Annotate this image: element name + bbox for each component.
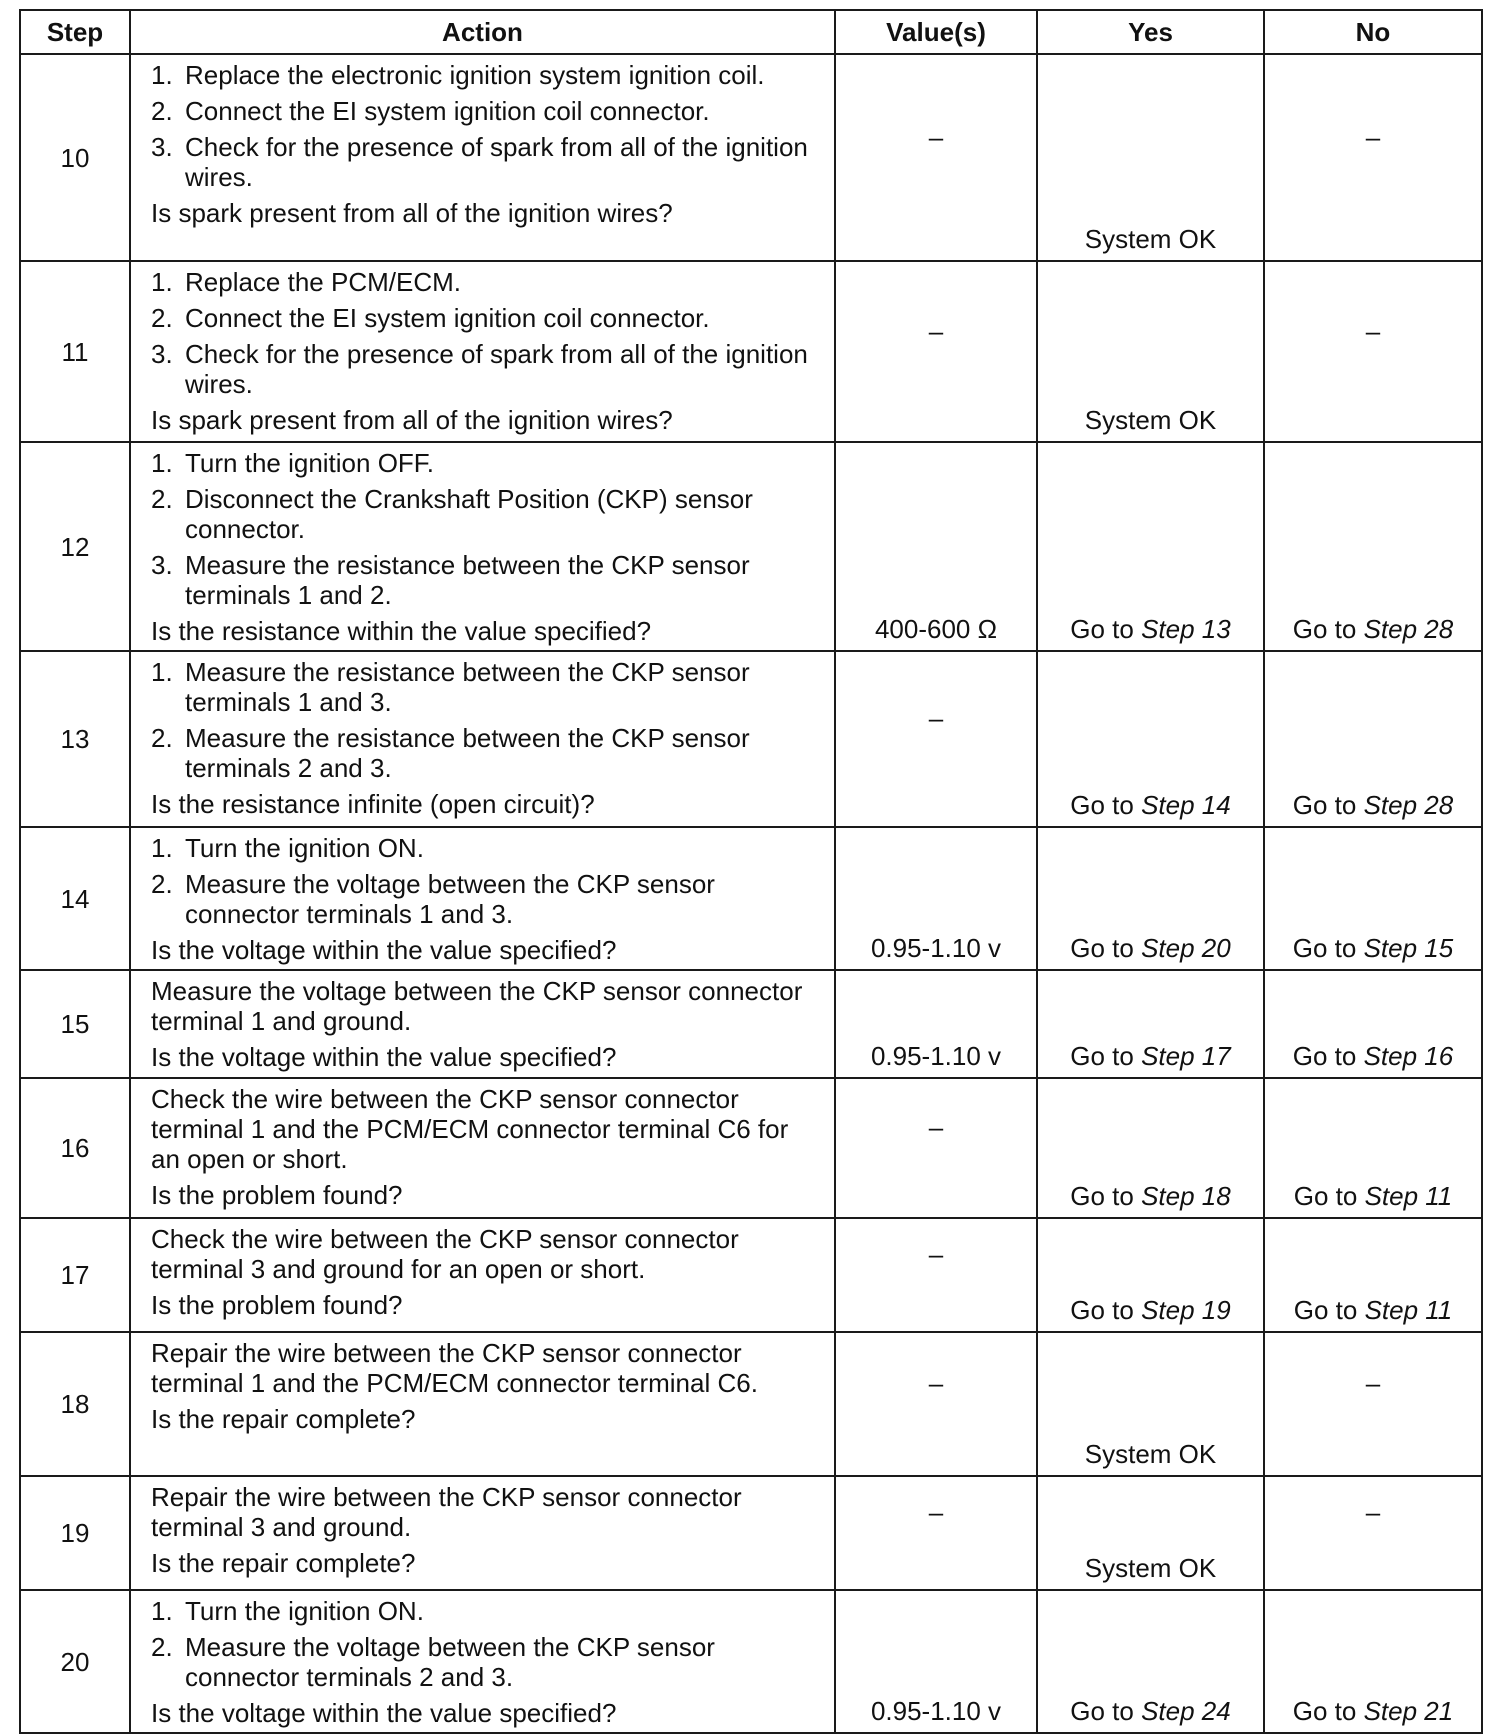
- action-item-text: Measure the resistance between the CKP sensor terminals 2 and 3.: [185, 723, 750, 783]
- action-cell: [130, 1590, 835, 1733]
- action-text: Check the wire between the CKP sensor connector terminal 3 and ground for an open or short.: [151, 1224, 739, 1284]
- no-cell: [1264, 1078, 1482, 1218]
- action-item-number: 1.: [151, 267, 173, 297]
- action-item-text: Connect the EI system ignition coil connector.: [185, 303, 710, 333]
- action-cell: [130, 827, 835, 970]
- value-dash: –: [928, 1497, 944, 1527]
- action-item: [151, 448, 818, 478]
- value-cell: [835, 1476, 1037, 1590]
- action-text: Repair the wire between the CKP sensor connector terminal 1 and the PCM/ECM connector terminal C6.: [151, 1338, 758, 1398]
- no-goto-prefix: Go to: [1292, 790, 1357, 820]
- step-number: 17: [20, 1218, 130, 1332]
- table-row: [20, 651, 1482, 827]
- action-item-text: Turn the ignition ON.: [185, 833, 424, 863]
- action-cell: [130, 442, 835, 651]
- value-cell: 400-600 Ω: [835, 442, 1037, 651]
- no-goto-step: Step 11: [1364, 1295, 1453, 1325]
- action-cell: [130, 54, 835, 261]
- no-goto-step: Step 15: [1363, 933, 1454, 963]
- action-item-number: 2.: [151, 484, 173, 514]
- action-cell: [130, 1218, 835, 1332]
- no-goto-step: Step 28: [1363, 614, 1454, 644]
- action-cell: [130, 1078, 835, 1218]
- value-cell: [835, 261, 1037, 442]
- action-item-text: Measure the resistance between the CKP sensor terminals 1 and 2.: [185, 550, 750, 610]
- no-dash: –: [1365, 1368, 1381, 1398]
- no-goto-prefix: Go to: [1293, 1295, 1358, 1325]
- action-item-text: Disconnect the Crankshaft Position (CKP) sensor connector.: [185, 484, 753, 544]
- no-goto-prefix: Go to: [1292, 1696, 1357, 1726]
- action-question: Is the voltage within the value specified?: [151, 1042, 617, 1072]
- action-question: Is the resistance infinite (open circuit)?: [151, 789, 595, 819]
- value-dash: –: [928, 1112, 944, 1142]
- action-cell: [130, 261, 835, 442]
- action-item: [151, 484, 818, 544]
- action-item-number: 1.: [151, 60, 173, 90]
- yes-goto-prefix: Go to: [1070, 933, 1134, 963]
- table-row: [20, 1590, 1482, 1733]
- step-number: 20: [20, 1590, 130, 1733]
- yes-cell: [1037, 54, 1264, 261]
- action-item-text: Check for the presence of spark from all of the ignition wires.: [185, 132, 808, 192]
- no-cell: [1264, 1476, 1482, 1590]
- value-dash: –: [928, 121, 944, 152]
- no-cell: [1264, 1590, 1482, 1733]
- yes-goto-prefix: Go to: [1070, 1181, 1134, 1211]
- header-no: No: [1264, 10, 1482, 54]
- step-number: 13: [20, 651, 130, 827]
- action-item: [151, 267, 818, 297]
- no-goto-prefix: Go to: [1292, 614, 1357, 644]
- action-item-number: 2.: [151, 869, 173, 899]
- action-cell: [130, 1332, 835, 1476]
- yes-goto-step: Step 19: [1141, 1295, 1231, 1325]
- yes-cell: [1037, 1332, 1264, 1476]
- step-number: 12: [20, 442, 130, 651]
- action-item: [151, 60, 818, 90]
- value-cell: [835, 1332, 1037, 1476]
- value-dash: –: [928, 1239, 944, 1269]
- yes-cell: [1037, 1078, 1264, 1218]
- table-row: [20, 827, 1482, 970]
- no-cell: [1264, 261, 1482, 442]
- action-item-number: 2.: [151, 723, 173, 753]
- action-item-number: 3.: [151, 132, 173, 162]
- yes-goto-step: Step 24: [1141, 1696, 1231, 1726]
- action-text: Repair the wire between the CKP sensor connector terminal 3 and ground.: [151, 1482, 742, 1542]
- action-item: [151, 1632, 818, 1692]
- value-cell: [835, 1218, 1037, 1332]
- no-cell: [1264, 1218, 1482, 1332]
- table-row: [20, 442, 1482, 651]
- diagnostic-table: [19, 9, 1483, 1734]
- yes-result: System OK: [1084, 1439, 1217, 1469]
- no-goto-step: Step 21: [1363, 1696, 1454, 1726]
- no-dash: –: [1365, 121, 1381, 152]
- yes-result: System OK: [1084, 405, 1217, 435]
- no-dash: –: [1365, 315, 1381, 346]
- yes-goto-prefix: Go to: [1070, 790, 1134, 820]
- action-item: [151, 550, 818, 610]
- action-item: [151, 869, 818, 929]
- no-goto-prefix: Go to: [1292, 933, 1357, 963]
- action-question: Is the voltage within the value specified?: [151, 935, 617, 965]
- value-cell: 0.95-1.10 v: [835, 827, 1037, 970]
- action-question: Is spark present from all of the ignition wires?: [151, 405, 673, 435]
- no-goto-step: Step 16: [1363, 1041, 1454, 1071]
- table-body: [20, 54, 1482, 1733]
- action-question: Is the voltage within the value specified?: [151, 1698, 617, 1728]
- action-item-text: Replace the electronic ignition system ignition coil.: [185, 60, 765, 90]
- table-row: [20, 970, 1482, 1078]
- step-number: 18: [20, 1332, 130, 1476]
- value-cell: [835, 1078, 1037, 1218]
- action-item-text: Measure the resistance between the CKP sensor terminals 1 and 3.: [185, 657, 750, 717]
- action-item: [151, 96, 818, 126]
- no-cell: [1264, 54, 1482, 261]
- yes-cell: [1037, 827, 1264, 970]
- action-item-number: 1.: [151, 1596, 173, 1626]
- yes-goto-step: Step 17: [1141, 1041, 1231, 1071]
- action-item-text: Check for the presence of spark from all of the ignition wires.: [185, 339, 808, 399]
- table-header-row: [20, 10, 1482, 54]
- diagnostic-table-container: [19, 9, 1481, 1734]
- action-item: [151, 1596, 818, 1626]
- action-item-number: 2.: [151, 303, 173, 333]
- action-item-number: 2.: [151, 96, 173, 126]
- action-item: [151, 723, 818, 783]
- action-question: Is the problem found?: [151, 1290, 403, 1320]
- action-item-text: Turn the ignition OFF.: [185, 448, 435, 478]
- action-item-text: Turn the ignition ON.: [185, 1596, 424, 1626]
- yes-cell: [1037, 1590, 1264, 1733]
- action-item-text: Measure the voltage between the CKP sensor connector terminals 1 and 3.: [185, 869, 715, 929]
- step-number: 19: [20, 1476, 130, 1590]
- step-number: 10: [20, 54, 130, 261]
- yes-result: System OK: [1084, 1553, 1217, 1583]
- table-row: [20, 1218, 1482, 1332]
- action-item-number: 3.: [151, 550, 173, 580]
- step-number: 16: [20, 1078, 130, 1218]
- header-step: Step: [20, 10, 130, 54]
- yes-goto-step: Step 13: [1141, 614, 1231, 644]
- yes-cell: [1037, 1218, 1264, 1332]
- action-cell: [130, 1476, 835, 1590]
- action-question: Is the resistance within the value specified?: [151, 616, 652, 646]
- no-cell: [1264, 651, 1482, 827]
- action-item: [151, 339, 818, 399]
- yes-goto-prefix: Go to: [1070, 1295, 1134, 1325]
- step-number: 15: [20, 970, 130, 1078]
- no-cell: [1264, 442, 1482, 651]
- action-item-number: 3.: [151, 339, 173, 369]
- table-row: [20, 1332, 1482, 1476]
- yes-cell: [1037, 1476, 1264, 1590]
- value-cell: 0.95-1.10 v: [835, 970, 1037, 1078]
- step-number: 14: [20, 827, 130, 970]
- header-yes: Yes: [1037, 10, 1264, 54]
- yes-goto-prefix: Go to: [1070, 614, 1134, 644]
- table-row: [20, 261, 1482, 442]
- yes-goto-step: Step 14: [1141, 790, 1231, 820]
- action-item-text: Measure the voltage between the CKP sensor connector terminals 2 and 3.: [185, 1632, 715, 1692]
- no-goto-step: Step 11: [1364, 1181, 1453, 1211]
- yes-goto-step: Step 20: [1141, 933, 1231, 963]
- no-cell: [1264, 1332, 1482, 1476]
- no-goto-prefix: Go to: [1293, 1181, 1358, 1211]
- yes-cell: [1037, 970, 1264, 1078]
- yes-goto-prefix: Go to: [1070, 1041, 1134, 1071]
- yes-cell: [1037, 442, 1264, 651]
- action-question: Is the repair complete?: [151, 1404, 416, 1434]
- action-question: Is the problem found?: [151, 1180, 403, 1210]
- table-row: [20, 1476, 1482, 1590]
- action-item-text: Connect the EI system ignition coil connector.: [185, 96, 710, 126]
- action-item: [151, 132, 818, 192]
- value-dash: –: [928, 315, 944, 346]
- action-item-number: 1.: [151, 657, 173, 687]
- value-cell: [835, 651, 1037, 827]
- step-number: 11: [20, 261, 130, 442]
- action-item-text: Replace the PCM/ECM.: [185, 267, 461, 297]
- action-item: [151, 303, 818, 333]
- no-cell: [1264, 827, 1482, 970]
- action-question: Is spark present from all of the ignition wires?: [151, 198, 673, 228]
- action-question: Is the repair complete?: [151, 1548, 416, 1578]
- value-cell: 0.95-1.10 v: [835, 1590, 1037, 1733]
- action-item: [151, 833, 818, 863]
- action-item-number: 1.: [151, 448, 173, 478]
- action-cell: [130, 651, 835, 827]
- no-goto-step: Step 28: [1363, 790, 1454, 820]
- no-goto-prefix: Go to: [1292, 1041, 1357, 1071]
- yes-goto-step: Step 18: [1141, 1181, 1231, 1211]
- table-row: [20, 54, 1482, 261]
- yes-cell: [1037, 261, 1264, 442]
- no-cell: [1264, 970, 1482, 1078]
- yes-result: System OK: [1084, 224, 1217, 254]
- header-values: Value(s): [835, 10, 1037, 54]
- table-row: [20, 1078, 1482, 1218]
- no-dash: –: [1365, 1497, 1381, 1527]
- action-text: Measure the voltage between the CKP sensor connector terminal 1 and ground.: [151, 976, 803, 1036]
- action-item-number: 2.: [151, 1632, 173, 1662]
- action-item-number: 1.: [151, 833, 173, 863]
- yes-goto-prefix: Go to: [1070, 1696, 1134, 1726]
- value-dash: –: [928, 703, 944, 733]
- action-text: Check the wire between the CKP sensor connector terminal 1 and the PCM/ECM connector terminal C6 for an open or short.: [151, 1084, 789, 1174]
- action-cell: [130, 970, 835, 1078]
- yes-cell: [1037, 651, 1264, 827]
- header-action: Action: [130, 10, 835, 54]
- value-cell: [835, 54, 1037, 261]
- action-item: [151, 657, 818, 717]
- value-dash: –: [928, 1368, 944, 1398]
